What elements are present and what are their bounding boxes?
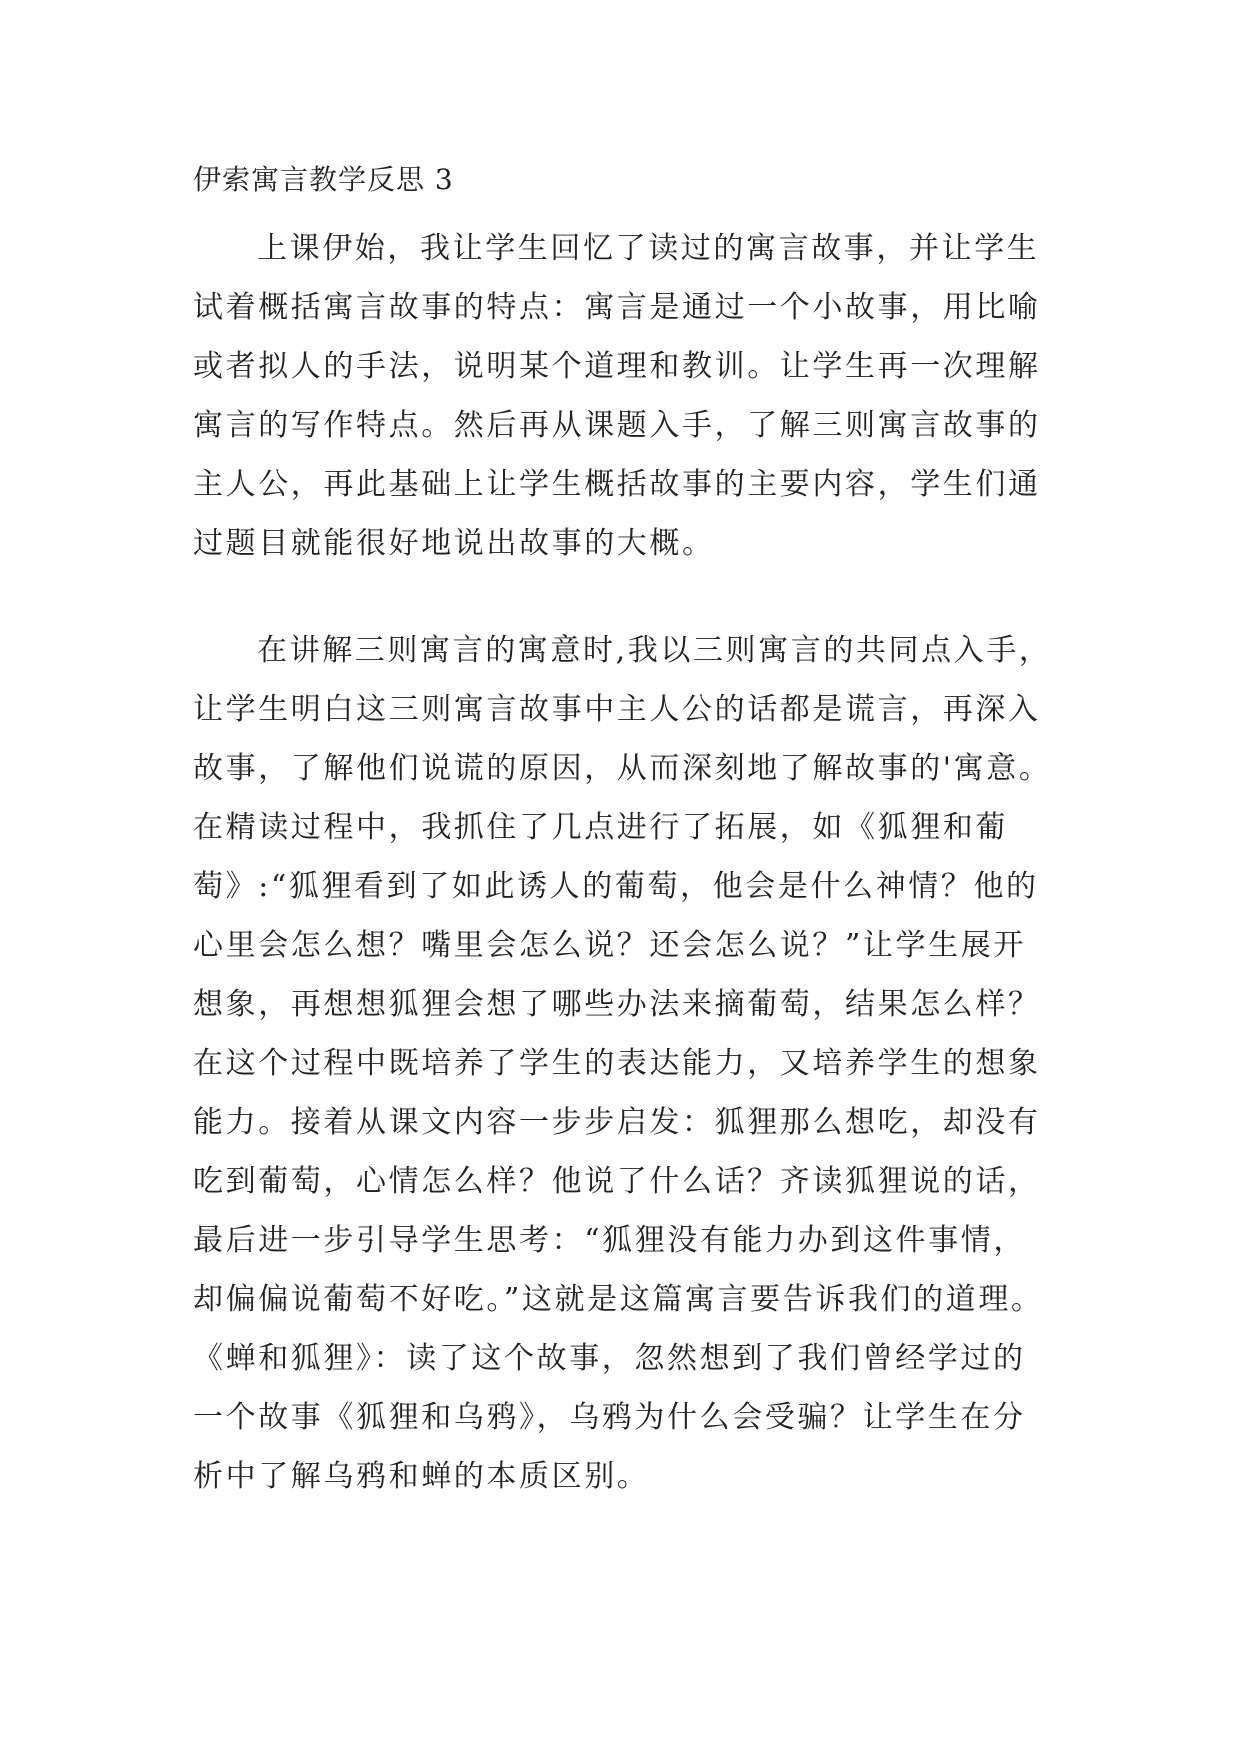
paragraph-line: 最后进一步引导学生思考：“狐狸没有能力办到这件事情， <box>193 1223 1026 1258</box>
paragraph-line: 试着概括寓言故事的特点：寓言是通过一个小故事，用比喻 <box>193 290 1041 325</box>
paragraph-line: 在讲解三则寓言的寓意时,我以三则寓言的共同点入手， <box>257 633 1052 668</box>
paragraph-line: 萄》:“狐狸看到了如此诱人的葡萄，他会是什么神情？他的 <box>193 869 1039 904</box>
paragraph-line: 在精读过程中，我抓住了几点进行了拓展，如《狐狸和葡 <box>193 810 1008 845</box>
paragraph-line: 却偏偏说葡萄不好吃。”这就是这篇寓言要告诉我们的道理。 <box>193 1282 1044 1317</box>
paragraph-line: 在这个过程中既培养了学生的表达能力，又培养学生的想象 <box>193 1046 1041 1081</box>
paragraph-line: 析中了解乌鸦和蝉的本质区别。 <box>193 1459 650 1494</box>
paragraph-line: 上课伊始，我让学生回忆了读过的寓言故事，并让学生 <box>257 231 1040 266</box>
paragraph-line: 吃到葡萄，心情怎么样？他说了什么话？齐读狐狸说的话， <box>193 1164 1041 1199</box>
paragraph-line: 故事，了解他们说谎的原因，从而深刻地了解故事的'寓意。 <box>193 751 1052 786</box>
paragraph-line: 让学生明白这三则寓言故事中主人公的话都是谎言，再深入 <box>193 692 1041 727</box>
paragraph-1 <box>193 219 1041 573</box>
paragraph-line: 想象，再想想狐狸会想了哪些办法来摘葡萄，结果怎么样？ <box>193 987 1041 1022</box>
paragraph-line: 一个故事《狐狸和乌鸦》，乌鸦为什么会受骗？让学生在分 <box>193 1400 1026 1435</box>
paragraph-line: 能力。接着从课文内容一步步启发：狐狸那么想吃，却没有 <box>193 1105 1041 1140</box>
paragraph-2 <box>193 621 1052 1506</box>
document-title: 伊索寓言教学反思 3 <box>193 163 454 196</box>
paragraph-line: 心里会怎么想？嘴里会怎么说？还会怎么说？”让学生展开 <box>193 928 1026 963</box>
paragraph-line: 或者拟人的手法，说明某个道理和教训。让学生再一次理解 <box>193 349 1041 384</box>
paragraph-line: 过题目就能很好地说出故事的大概。 <box>193 526 715 561</box>
paragraph-line: 寓言的写作特点。然后再从课题入手，了解三则寓言故事的 <box>193 408 1041 443</box>
paragraph-line: 主人公，再此基础上让学生概括故事的主要内容，学生们通 <box>193 467 1041 502</box>
paragraph-line: 《蝉和狐狸》：读了这个故事，忽然想到了我们曾经学过的 <box>193 1341 1026 1376</box>
